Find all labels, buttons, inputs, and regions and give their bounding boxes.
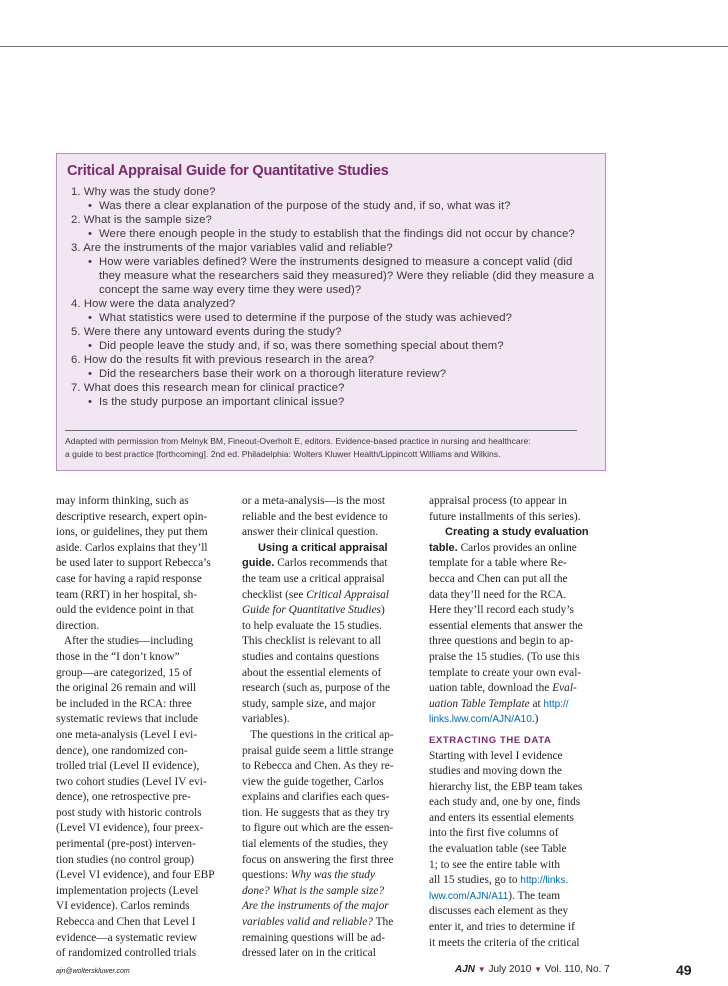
bullet-3-cont-1: they measure what the researchers said they measured)? Were they reliable (did they measure a [99, 270, 595, 282]
body-column-2: or a meta-analysis—is the most reliable and the best evidence to answer their clinical question. Using a critical appraisal guide. Carlos recommends that the team use a critical appraisal checklist (see Critical Appraisal Guide for Quantitative Studies) to help evaluate the 15 studies. This checklist is relevant to all studies and contains questions about the essential elements of research (such as, purpose of the study, sample size, and major variables). The questions in the critical ap- praisal guide seem a little strange to Rebecca and Chen. As they re- view the guide together, Carlos explains and clarifies each ques- tion. He suggests that as they try to figure out which are the essen- tial elements of the studies, they focus on answering the first three questions: Why was the study done? What is the sample size? Are the instruments of the major variables valid and reliable? The remaining questions will be ad- dressed later on in the critical [242, 495, 394, 960]
appraisal-question-list [71, 185, 601, 409]
body-column-3: appraisal process (to appear in future installments of this series). Creating a study evaluation table. Carlos provides an online template for a table where Re- becca and Chen can put all the data they’ll need for the RCA. Here they’ll record each study’s essential elements that answer the three questions and begin to ap- praise the 15 studies. (To use this template to create your own eval- uation table, download the Eval- uation Table Template at http:// links.lww.com/AJN/A10.) EXTRACTING THE DATA Starting with level I evidence studies and moving down the hierarchy list, the EBP team takes each study and, one by one, finds and enters its essential elements into the first five columns of the evaluation table (see Table 1; to see the entire table with all 15 studies, go to http://links. lww.com/AJN/A11). The team discusses each element as they enter it, and tries to determine if it meets the criteria of the critical [429, 494, 604, 951]
question-1: 1. Why was the study done? [71, 186, 216, 198]
question-4: 4. How were the data analyzed? [71, 298, 236, 310]
critical-appraisal-sidebar [56, 153, 606, 471]
bullet-5: • Did people leave the study and, if so, was there something special about them? [88, 340, 504, 352]
subhead-extracting-data: EXTRACTING THE DATA [429, 734, 552, 746]
issue-date: July 2010 [488, 964, 532, 975]
bullet-7: • Is the study purpose an important clinical issue? [88, 396, 345, 408]
journal-name: AJN [455, 964, 476, 975]
question-3: 3. Are the instruments of the major variables valid and reliable? [71, 242, 393, 254]
template-link-part-1[interactable]: http:// [543, 698, 569, 710]
triangle-icon: ▼ [534, 965, 543, 974]
template-link-part-2[interactable]: links.lww.com/AJN/A10 [429, 714, 532, 726]
bullet-3: • How were variables defined? Were the instruments designed to measure a concept valid (did [88, 256, 573, 268]
question-6: 6. How do the results fit with previous research in the area? [71, 354, 375, 366]
issue-volume: Vol. 110, No. 7 [544, 964, 610, 975]
page-number: 49 [676, 962, 692, 978]
table-link-part-2[interactable]: lww.com/AJN/A11 [429, 890, 509, 902]
footer-email[interactable]: ajn@wolterskluwer.com [56, 968, 130, 975]
question-2: 2. What is the sample size? [71, 214, 212, 226]
section-head-critical-appraisal: Using a critical appraisal [258, 541, 388, 554]
bullet-1: • Was there a clear explanation of the purpose of the study and, if so, what was it? [88, 200, 511, 212]
question-5: 5. Were there any untoward events during the study? [71, 326, 342, 338]
table-link-part-1[interactable]: http://links. [520, 875, 569, 887]
section-head-study-evaluation: Creating a study evaluation [445, 526, 589, 539]
bullet-3-cont-2: concept the same way every time they were used)? [99, 284, 362, 296]
sidebar-credit: Adapted with permission from Melnyk BM, Fineout-Overholt E, editors. Evidence-based practice in nursing and healthcare: a guide to best practice [forthcoming]. 2nd ed. Philadelphia: Wolters Kluwer Health/Lippincott Williams and Wilkins. [65, 436, 531, 459]
triangle-icon: ▼ [477, 965, 486, 974]
body-column-1: may inform thinking, such as descriptive research, expert opin- ions, or guidelines, they put them aside. Carlos explains that they’ll be used later to support Rebecca’s case for having a rapid response team (RRT) in her hospital, sh- ould the evidence point in that direction. After the studies—including those in the “I don’t know” group—are categorized, 15 of the original 26 remain and will be included in the RCA: three systematic reviews that include one meta-analysis (Level I evi- dence), one randomized con- trolled trial (Level II evidence), two cohort studies (Level IV evi- dence), one retrospective pre- post study with historic controls (Level VI evidence), four preex- perimental (pre-post) interven- tion studies (no control group) (Level VI evidence), and four EBP implementation projects (Level VI evidence). Carlos reminds Rebecca and Chen that Level I evidence—a systematic review of randomized controlled trials [56, 495, 215, 960]
sidebar-divider [65, 430, 577, 431]
bullet-4: • What statistics were used to determine if the purpose of the study was achieved? [88, 312, 513, 324]
sidebar-title: Critical Appraisal Guide for Quantitative Studies [67, 163, 389, 179]
question-7: 7. What does this research mean for clinical practice? [71, 382, 345, 394]
bullet-6: • Did the researchers base their work on a thorough literature review? [88, 368, 447, 380]
top-rule [0, 46, 728, 47]
bullet-2: • Were there enough people in the study to establish that the findings did not occur by chance? [88, 228, 575, 240]
footer-journal-info [455, 964, 610, 975]
